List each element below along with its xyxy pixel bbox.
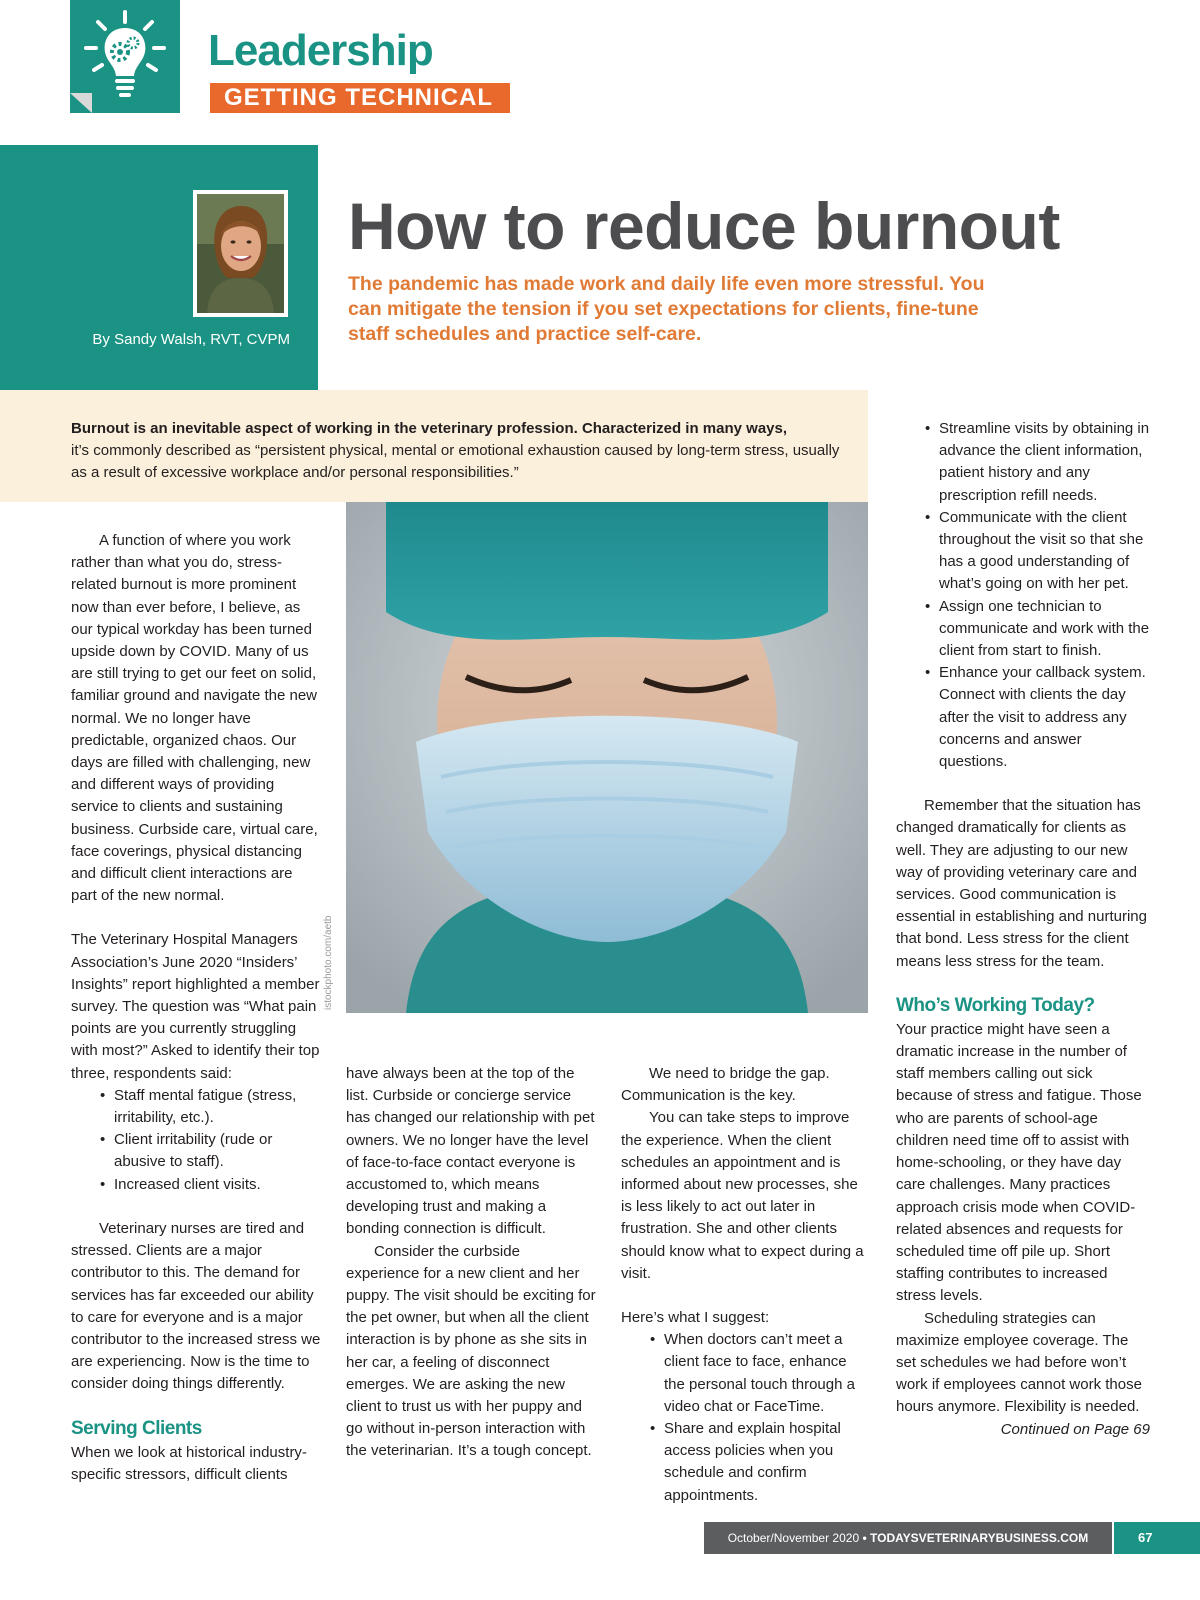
paragraph: Veterinary nurses are tired and stressed. Clients are a major contributor to this. The demand for services has far exceeded our ability to care for everyone and is a major contributor to the increased stress we are experiencing. Now is the time to consider doing things differently. xyxy=(71,1219,321,1393)
list-item: • Assign one technician to communicate and work with the client from start to finish. xyxy=(939,596,1150,663)
list-item: • Increased client visits. xyxy=(114,1174,321,1196)
article-deck: The pandemic has made work and daily life even more stressful. You can mitigate the tension if you set expectations for clients, fine-tune staff schedules and practice self-care. xyxy=(348,273,985,345)
bullet-list xyxy=(939,418,1150,773)
subheading-serving-clients: Serving Clients xyxy=(71,1417,202,1439)
paragraph: Your practice might have seen a dramatic increase in the number of staff members calling out sick because of stress and fatigue. Those who are parents of school-age children need time off to assist with home-schooling, or they have day care challenges. Many practices approach crisis mode when COVID-related absences and requests for scheduled time off pile up. Short staffing contributes to increased stress levels. xyxy=(896,1020,1142,1305)
footer-separator: • xyxy=(859,1531,870,1545)
section-title: Leadership xyxy=(208,26,433,75)
paragraph: The Veterinary Hospital Managers Association’s June 2020 “Insiders’ Insights” report highlighted a member survey. The question was “What pain points are you currently struggling with most?” Asked to identify their top three, respondents said: xyxy=(71,931,320,1082)
list-item: • Staff mental fatigue (stress, irritability, etc.). xyxy=(114,1085,321,1129)
author-photo xyxy=(193,190,288,317)
paragraph: When we look at historical industry-specific stressors, difficult clients xyxy=(71,1443,307,1483)
author-byline: By Sandy Walsh, RVT, CVPM xyxy=(92,331,290,348)
photo-credit: istockphoto.com/aetb xyxy=(323,915,334,1010)
text-column-1 xyxy=(71,530,321,1486)
bullet-list xyxy=(664,1329,871,1507)
article-title: How to reduce burnout xyxy=(348,189,1060,263)
paragraph: Scheduling strategies can maximize employee coverage. The set schedules we had before won’t work if employees cannot work those hours anymore. Flexibility is needed. xyxy=(896,1309,1142,1416)
list-item: • Client irritability (rude or abusive to staff). xyxy=(114,1129,321,1173)
bullet-list xyxy=(114,1085,321,1196)
paragraph: You can take steps to improve the experience. When the client schedules an appointment and is informed about new processes, she is less likely to act out later in frustration. She and other clients should know what to expect during a visit. xyxy=(621,1109,864,1282)
paragraph: have always been at the top of the list. Curbside or concierge service has changed our relationship with pet owners. We no longer have the level of face-to-face contact everyone is accustomed to, which means developing trust and making a bonding connection is difficult. xyxy=(346,1065,595,1238)
icon-fold-corner xyxy=(70,93,92,113)
paragraph: Consider the curbside experience for a new client and her puppy. The visit should be exciting for the pet owner, but when all the client interaction is by phone as she sits in her car, a feeling of disconnect emerges. We are asking the new client to trust us with her puppy and go without in-person interaction with the veterinarian. It’s a tough concept. xyxy=(346,1242,596,1460)
page-number: 67 xyxy=(1114,1522,1200,1554)
lightbulb-gears-icon xyxy=(82,8,168,104)
list-item: • Share and explain hospital access policies when you schedule and confirm appointments. xyxy=(664,1418,871,1507)
text-column-3 xyxy=(621,1063,871,1507)
footer-bar xyxy=(704,1522,1112,1554)
section-subtitle: GETTING TECHNICAL xyxy=(210,83,510,113)
masked-nurse-photo xyxy=(346,502,868,1013)
list-item: • Streamline visits by obtaining in advance the client information, patient history and any prescription refill needs. xyxy=(939,418,1150,507)
text-column-4 xyxy=(896,418,1150,1441)
paragraph: We need to bridge the gap. Communication is the key. xyxy=(621,1065,830,1105)
list-item: • Communicate with the client throughout the visit so that she has a good understanding of what’s going on with her pet. xyxy=(939,507,1150,596)
paragraph: Here’s what I suggest: xyxy=(621,1309,770,1327)
list-item: • Enhance your callback system. Connect with clients the day after the visit to address any concerns and answer questions. xyxy=(939,662,1150,773)
continued-note: Continued on Page 69 xyxy=(1000,1420,1150,1438)
intro-body: it’s commonly described as “persistent physical, mental or emotional exhaustion caused by long-term stress, usually as a result of excessive workplace and/or personal responsibilities.” xyxy=(71,442,840,481)
text-column-2 xyxy=(346,1063,596,1463)
list-item: • When doctors can’t meet a client face to face, enhance the personal touch through a video chat or FaceTime. xyxy=(664,1329,871,1418)
paragraph: A function of where you work rather than what you do, stress-related burnout is more prominent now than ever before, I believe, as our typical workday has been turned upside down by COVID. Many of us are still trying to get our feet on solid, familiar ground and navigate the new normal. We no longer have predictable, organized chaos. Our days are filled with challenging, new and different ways of providing service to clients and sustaining business. Curbside care, virtual care, face coverings, physical distancing and difficult client interactions are part of the new normal. xyxy=(71,532,318,905)
site-link[interactable]: TODAYSVETERINARYBUSINESS.COM xyxy=(870,1531,1089,1545)
intro-paragraph xyxy=(71,418,851,484)
subheading-whos-working: Who’s Working Today? xyxy=(896,994,1095,1016)
intro-lead-bold: Burnout is an inevitable aspect of working in the veterinary profession. Characterized in many ways, xyxy=(71,420,788,437)
issue-date: October/November 2020 xyxy=(727,1531,860,1545)
paragraph: Remember that the situation has changed dramatically for clients as well. They are adjusting to our new way of providing veterinary care and services. Good communication is essential in establishing and nurturing that bond. Less stress for the client means less stress for the team. xyxy=(896,797,1147,970)
